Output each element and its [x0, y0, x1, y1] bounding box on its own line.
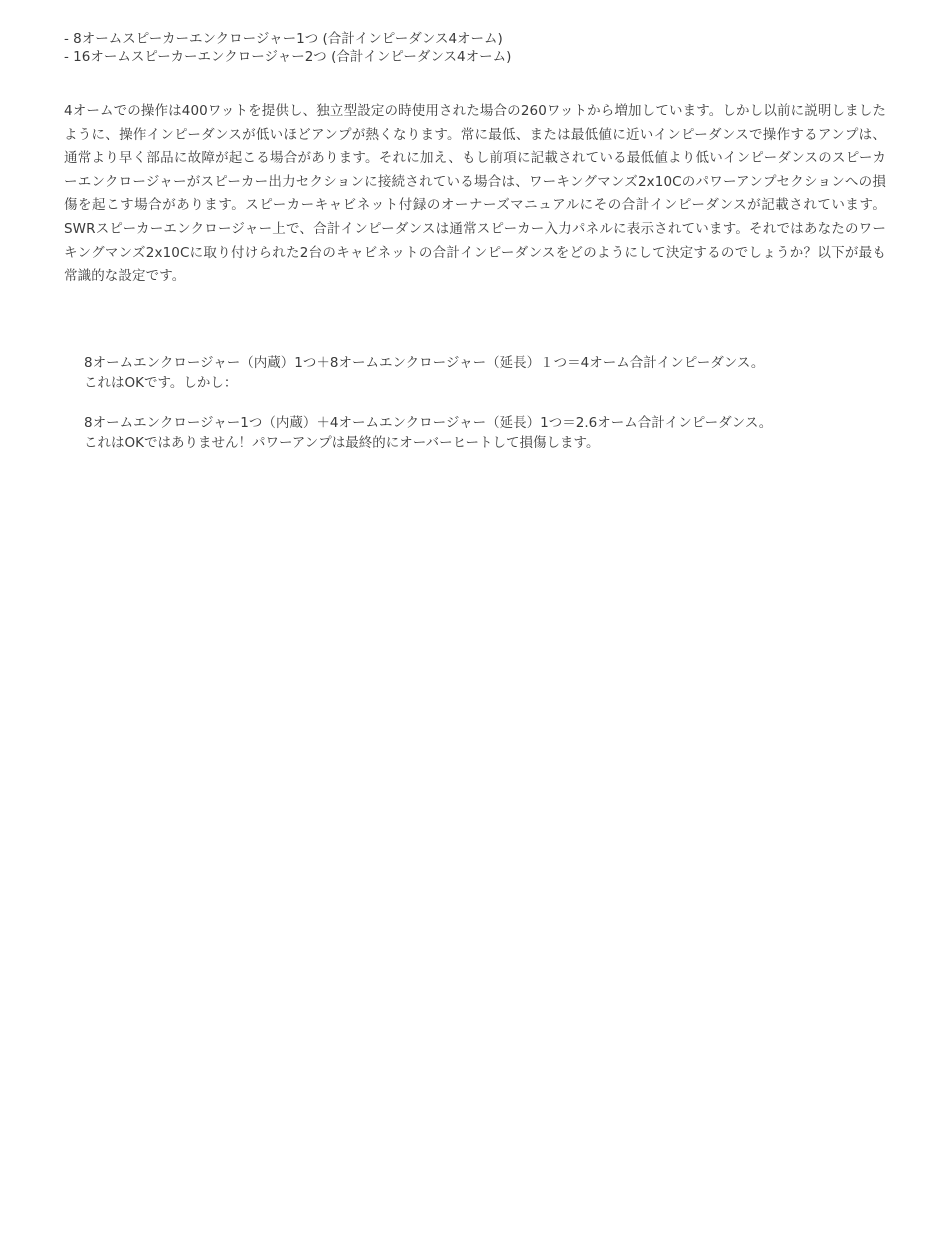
example-not-ok-formula: 8オームエンクロージャー1つ（内蔵）＋4オームエンクロージャー（延長）1つ＝2.6オーム合計インピーダンス。 [84, 415, 773, 431]
config-item-two-16-ohm: - 16オームスピーカーエンクロージャー2つ (合計インピーダンス4オーム) [64, 49, 512, 65]
impedance-explanation-paragraph: 4オームでの操作は400ワットを提供し、独立型設定の時使用された場合の260ワットから増加しています。しかし以前に説明しましたように、操作インピーダンスが低いほどアンプが熱くなります。常に最低、または最低値に近いインピーダンスで操作するアンプは、通常より早く部品に故障が起こる場合があります。それに加え、もし前項に記載されている最低値より低いインピーダンスのスピーカーエンクロージャーがスピーカー出力セクションに接続されている場合は、ワーキングマンズ2x10Cのパワーアンプセクションへの損傷を起こす場合があります。スピーカーキャビネット付録のオーナーズマニュアルにその合計インピーダンスが記載されています。SWRスピーカーエンクロージャー上で、合計インピーダンスは通常スピーカー入力パネルに表示されています。それではあなたのワーキングマンズ2x10Cに取り付けられた2台のキャビネットの合計インピーダンスをどのようにして決定するのでしょうか？以下が最も常識的な設定です。 [64, 103, 886, 285]
example-not-ok-verdict: これはOKではありません！パワーアンプは最終的にオーバーヒートして損傷します。 [84, 435, 600, 451]
example-not-ok [84, 413, 904, 453]
example-ok-verdict: これはOKです。しかし： [84, 375, 238, 391]
example-ok [84, 353, 904, 393]
impedance-config-list [64, 30, 824, 66]
config-item-one-8-ohm: - 8オームスピーカーエンクロージャー1つ (合計インピーダンス4オーム) [64, 31, 503, 47]
example-ok-formula: 8オームエンクロージャー（内蔵）1つ＋8オームエンクロージャー（延長）１つ＝4オーム合計インピーダンス。 [84, 355, 765, 371]
